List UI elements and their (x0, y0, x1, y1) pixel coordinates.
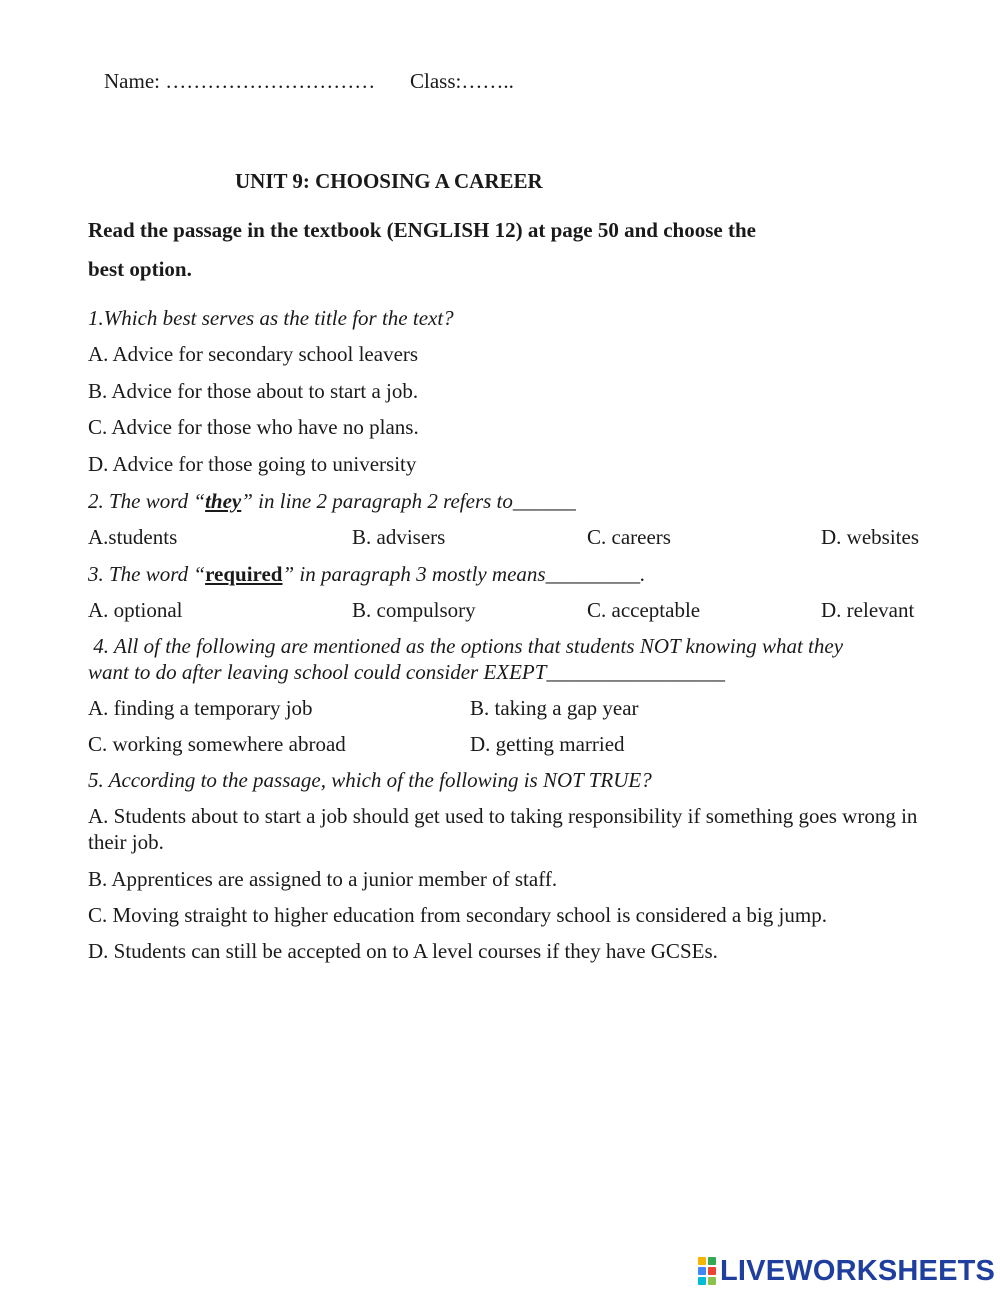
question-4-prompt-line-2: want to do after leaving school could consider EXEPT_________________ (88, 660, 725, 684)
question-4-option-a[interactable]: A. finding a temporary job (88, 696, 313, 720)
question-4-option-d[interactable]: D. getting married (470, 732, 625, 756)
logo-square-5 (698, 1277, 706, 1285)
question-5-option-b[interactable]: B. Apprentices are assigned to a junior member of staff. (88, 867, 558, 891)
question-3-prompt-start: 3. The word “ (88, 562, 206, 586)
logo-square-4 (708, 1267, 716, 1275)
question-5-option-c[interactable]: C. Moving straight to higher education from secondary school is considered a big jump. (88, 903, 827, 927)
instruction-line-2: best option. (88, 257, 192, 281)
question-1-option-d[interactable]: D. Advice for those going to university (88, 452, 417, 476)
liveworksheets-logo-icon (698, 1257, 716, 1285)
question-3-option-b[interactable]: B. compulsory (352, 598, 476, 622)
question-2-keyword: they (205, 489, 242, 513)
logo-square-6 (708, 1277, 716, 1285)
question-4-option-b[interactable]: B. taking a gap year (470, 696, 639, 720)
question-2-prompt (88, 488, 576, 514)
question-3-option-c[interactable]: C. acceptable (587, 598, 701, 622)
name-field-label: Name: ………………………… (104, 69, 376, 93)
question-4-prompt-line-1: 4. All of the following are mentioned as the options that students NOT knowing what they (88, 634, 844, 658)
question-2-option-c[interactable]: C. careers (587, 525, 671, 549)
question-3-prompt-end: ” in paragraph 3 mostly means_________. (282, 562, 646, 586)
question-2-prompt-end: ” in line 2 paragraph 2 refers to______ (241, 489, 576, 513)
question-3-prompt (88, 561, 645, 587)
question-4-option-c[interactable]: C. working somewhere abroad (88, 732, 346, 756)
liveworksheets-logo-text: LIVEWORKSHEETS (720, 1254, 996, 1287)
logo-square-1 (698, 1257, 706, 1265)
question-3-option-a[interactable]: A. optional (88, 598, 183, 622)
question-1-option-a[interactable]: A. Advice for secondary school leavers (88, 342, 419, 366)
instruction-line-1: Read the passage in the textbook (ENGLISH 12) at page 50 and choose the (88, 218, 756, 242)
question-5-option-d[interactable]: D. Students can still be accepted on to A level courses if they have GCSEs. (88, 939, 718, 963)
class-field-label: Class:…….. (410, 69, 514, 93)
question-2-prompt-start: 2. The word “ (88, 489, 206, 513)
question-5-option-a[interactable]: A. Students about to start a job should get used to taking responsibility if something goes wrong in their job. (88, 804, 918, 854)
question-5-prompt: 5. According to the passage, which of the following is NOT TRUE? (88, 768, 652, 792)
page-title: UNIT 9: CHOOSING A CAREER (235, 169, 543, 193)
liveworksheets-logo (698, 1255, 995, 1287)
question-3-option-d[interactable]: D. relevant (821, 598, 915, 622)
question-2-option-d[interactable]: D. websites (821, 525, 919, 549)
question-3-keyword: required (205, 562, 283, 586)
question-1-option-b[interactable]: B. Advice for those about to start a job. (88, 379, 419, 403)
question-1-prompt: 1.Which best serves as the title for the text? (88, 306, 454, 330)
logo-square-3 (698, 1267, 706, 1275)
question-2-option-a[interactable]: A.students (88, 525, 178, 549)
question-1-option-c[interactable]: C. Advice for those who have no plans. (88, 415, 419, 439)
question-2-option-b[interactable]: B. advisers (352, 525, 446, 549)
logo-square-2 (708, 1257, 716, 1265)
